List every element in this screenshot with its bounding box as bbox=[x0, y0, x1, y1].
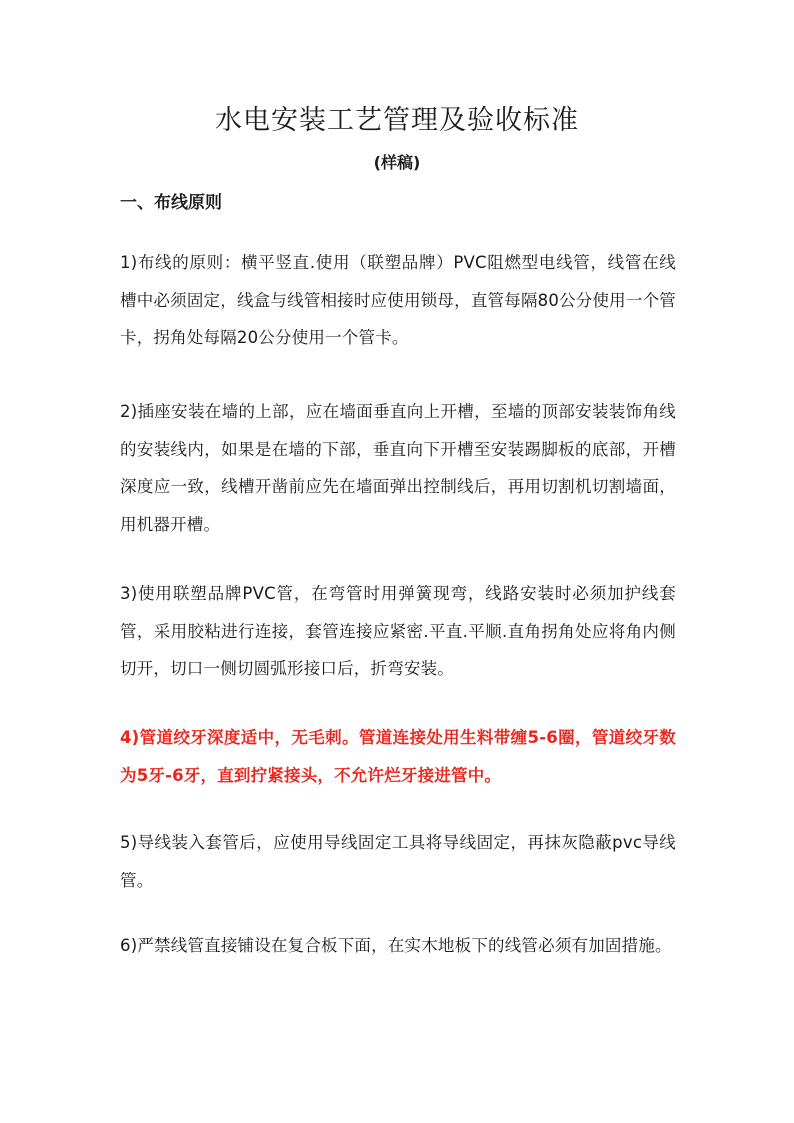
paragraph-item-4-highlighted: 4)管道绞牙深度适中，无毛刺。管道连接处用生料带缠5-6圈，管道绞牙数为5牙-6牙，直到拧紧接头，不允许烂牙接进管中。 bbox=[120, 728, 676, 785]
paragraph-item-6: 6)严禁线管直接铺设在复合板下面，在实木地板下的线管必须有加固措施。 bbox=[120, 936, 672, 955]
paragraph-item-3: 3)使用联塑品牌PVC管，在弯管时用弹簧现弯，线路安装时必须加护线套管，采用胶粘进行连接，套管连接应紧密.平直.平顺.直角拐角处应将角内侧切开，切口一侧切圆弧形接口后，折弯安装。 bbox=[120, 584, 676, 678]
document-subtitle: (样稿) bbox=[373, 153, 421, 172]
paragraph-item-5: 5)导线装入套管后，应使用导线固定工具将导线固定，再抹灰隐蔽pvc导线管。 bbox=[120, 833, 676, 890]
document-title: 水电安装工艺管理及验收标准 bbox=[215, 105, 579, 136]
paragraph-item-1: 1)布线的原则：横平竖直.使用（联塑品牌）PVC阻燃型电线管，线管在线槽中必须固定，线盒与线管相接时应使用锁母，直管每隔80公分使用一个管卡，拐角处每隔20公分使用一个管卡。 bbox=[120, 253, 676, 347]
section-heading: 一、布线原则 bbox=[120, 193, 222, 213]
paragraph-item-2: 2)插座安装在墙的上部，应在墙面垂直向上开槽，至墙的顶部安装装饰角线的安装线内，如果是在墙的下部，垂直向下开槽至安装踢脚板的底部，开槽深度应一致，线槽开凿前应先在墙面弹出控制线后，再用切割机切割墙面，用机器开槽。 bbox=[120, 402, 676, 534]
